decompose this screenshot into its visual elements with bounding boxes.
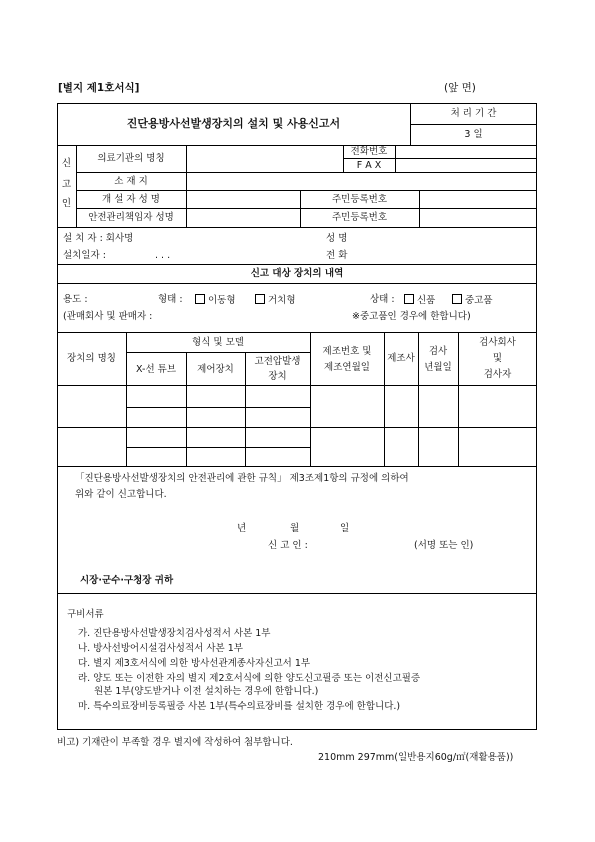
col-hv-generator-1: 고전압발생 — [254, 356, 301, 367]
resident-number-label-2: 주민등록번호 — [331, 212, 388, 223]
resident-number-label-1: 주민등록번호 — [331, 194, 388, 205]
addressee: 시장·군수·구청장 귀하 — [80, 575, 174, 586]
col-inspector-1: 검사회사 — [479, 337, 516, 348]
processing-label: 처 리 기 간 — [450, 108, 497, 119]
installer-name-label: 성 명 — [326, 233, 348, 244]
col-serial-2: 제조연월일 — [324, 362, 370, 373]
applicant-label-3: 인 — [61, 198, 72, 209]
col-serial-1: 제조번호 및 — [322, 346, 372, 357]
institution-name-field[interactable] — [187, 146, 342, 171]
declaration-line-1: 「진단용방사선발생장치의 안전관리에 관한 규칙」 제3조제1항의 규정에 의하여 — [75, 473, 409, 484]
col-inspection-2: 년월일 — [424, 362, 452, 373]
date-day: 일 — [340, 523, 350, 534]
applicant-sign-field[interactable] — [330, 538, 410, 552]
checkbox-icon — [404, 294, 414, 304]
footer-note: 비고) 기재란이 부족할 경우 별지에 작성하여 첨부합니다. — [57, 737, 293, 748]
document-item-1: 가. 진단용방사선발생장치검사성적서 사본 1부 — [78, 628, 271, 639]
applicant-label-2: 고 — [61, 179, 72, 190]
checkbox-icon — [255, 294, 265, 304]
documents-title: 구비서류 — [67, 609, 104, 620]
col-hv-generator-2: 장치 — [268, 371, 287, 382]
install-date-dots[interactable]: . . . — [155, 250, 171, 261]
page-side: (앞 면) — [444, 82, 476, 94]
form-option-fixed[interactable]: 거치형 — [255, 294, 296, 307]
fax-field[interactable] — [396, 159, 536, 171]
date-year: 년 — [237, 523, 247, 534]
document-item-4-cont: 원본 1부(양도받거나 이전 설치하는 경우에 한합니다.) — [94, 686, 319, 697]
fax-label: F A X — [356, 160, 382, 171]
document-item-5: 마. 특수의료장비등록필증 사본 1부(특수의료장비를 설치한 경우에 한합니다.) — [78, 701, 401, 712]
safety-officer-resident-field[interactable] — [420, 209, 536, 226]
address-label: 소 재 지 — [114, 176, 148, 187]
address-field[interactable] — [187, 173, 536, 189]
installer-phone-label: 전 화 — [326, 250, 348, 261]
seller-label: (관매회사 및 판매자 : — [63, 311, 153, 322]
declaration-line-2: 위와 같이 신고합니다. — [75, 489, 167, 500]
form-option-mobile[interactable]: 이동형 — [195, 294, 236, 307]
col-inspection-1: 검사 — [428, 346, 448, 357]
device-row-2-name[interactable] — [58, 428, 126, 466]
usage-label: 용도 : — [63, 294, 88, 305]
founder-resident-field[interactable] — [420, 191, 536, 207]
safety-officer-field[interactable] — [187, 209, 299, 226]
state-label: 상태 : — [370, 294, 395, 305]
col-device-name: 장치의 명칭 — [67, 353, 116, 364]
applicant-label-1: 신 — [61, 158, 72, 169]
used-note: ※중고품인 경우에 한합니다) — [352, 311, 471, 322]
document-item-4: 라. 양도 또는 이전한 자의 별지 제2호서식에 의한 양도신고필증 또는 이전신고필증 — [78, 673, 421, 684]
processing-value: 3 일 — [464, 129, 483, 140]
signature-note: (서명 또는 인) — [414, 540, 474, 551]
form-title: 진단용방사선발생장치의 설치 및 사용신고서 — [126, 117, 341, 130]
checkbox-icon — [195, 294, 205, 304]
phone-field[interactable] — [396, 146, 536, 157]
col-inspector-2: 및 — [492, 353, 503, 364]
install-date-label: 설치일자 : — [63, 250, 106, 261]
form-number: [별지 제1호서식] — [58, 82, 140, 94]
founder-name-field[interactable] — [187, 191, 299, 207]
founder-name-label: 개 설 자 성 명 — [102, 194, 160, 205]
state-option-used[interactable]: 중고품 — [452, 294, 493, 307]
applicant-sign-label: 신 고 인 : — [268, 540, 308, 551]
paper-spec: 210mm 297mm(일반용지60g/㎡(재활용품)) — [318, 752, 514, 763]
device-section-title: 신고 대상 장치의 내역 — [250, 268, 344, 279]
col-xray-tube: X-선 튜브 — [135, 364, 176, 375]
form-type-label: 형태 : — [158, 294, 183, 305]
safety-officer-label: 안전관리책임자 성명 — [88, 212, 174, 223]
phone-label: 전화번호 — [350, 146, 388, 157]
state-option-new[interactable]: 신품 — [404, 294, 435, 307]
col-controller: 제어장치 — [197, 364, 234, 375]
col-inspector-3: 검사자 — [483, 369, 512, 380]
document-item-3: 다. 별지 제3호서식에 의한 방사선관계종사자신고서 1부 — [78, 658, 311, 669]
institution-name-label: 의료기관의 명칭 — [97, 153, 165, 164]
document-item-2: 나. 방사선방어시설검사성적서 사본 1부 — [78, 643, 243, 654]
device-row-1-name[interactable] — [58, 386, 126, 427]
col-manufacturer: 제조사 — [387, 353, 415, 364]
checkbox-icon — [452, 294, 462, 304]
col-model-group: 형식 및 모델 — [192, 337, 244, 348]
date-month: 월 — [290, 523, 300, 534]
installer-company-label: 설 치 자 : 회사명 — [63, 233, 134, 244]
